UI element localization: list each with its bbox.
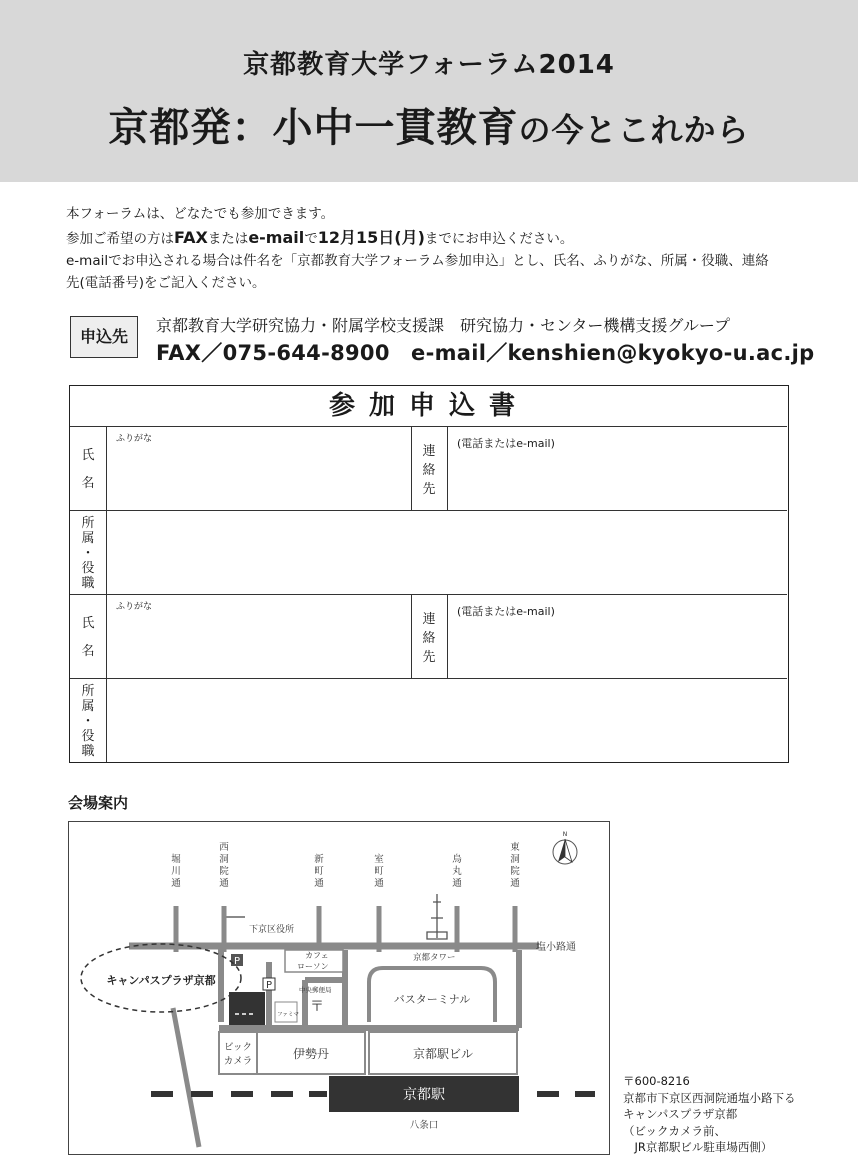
intro-line-3: e-mailでお申込される場合は件名を「京都教育大学フォーラム参加申込」とし、氏名、ふりがな、所属・役職、連絡	[66, 253, 769, 269]
apply-organization: 京都教育大学研究協力・附属学校支援課 研究協力・センター機構支援グループ	[156, 316, 731, 335]
affiliation-label: 所 属 ・ 役 職	[81, 684, 95, 759]
forum-title-sub: の今とこれから	[518, 111, 750, 149]
parking-icon: P	[233, 956, 241, 967]
venue-heading: 会場案内	[68, 794, 129, 812]
intro-deadline: 12月15日(月)	[317, 228, 425, 247]
name-field-2[interactable]	[107, 595, 410, 678]
apply-badge: 申込先	[70, 316, 138, 358]
intro-line-1: 本フォーラムは、どなたでも参加できます。	[66, 206, 335, 222]
form-title: 参加申込書	[328, 391, 529, 421]
intro-fax: FAX	[174, 228, 208, 247]
contact-field-2[interactable]	[448, 616, 786, 678]
affiliation-label: 所 属 ・ 役 職	[81, 516, 95, 591]
furigana-label: ふりがな	[116, 434, 153, 444]
application-form	[69, 385, 789, 763]
parking-icon: P	[265, 980, 273, 991]
apply-contact: FAX／075-644-8900 e-mail／kenshien@kyokyo-u.ac.jp	[156, 341, 815, 365]
post-office-icon: 〒	[310, 999, 324, 1015]
street-label: 堀川通	[171, 854, 181, 889]
forum-title	[0, 96, 858, 153]
intro-text: で	[304, 231, 318, 247]
north-arrow-icon	[553, 839, 577, 864]
name-label: 氏 名	[81, 448, 95, 491]
north-label: N	[562, 831, 568, 838]
bus-terminal-label: バスターミナル	[393, 993, 471, 1006]
station-label: 京都駅	[403, 1087, 445, 1103]
ward-office-label: 下京区役所	[249, 925, 295, 935]
contact-field-1[interactable]	[448, 448, 786, 510]
intro-line-2	[66, 227, 806, 250]
lawson-label: ローソン	[297, 962, 329, 971]
kyoto-tower-label: 京都タワー	[413, 953, 456, 963]
intro-text: 参加ご希望の方は	[66, 231, 174, 247]
venue-map	[68, 821, 610, 1155]
bic-camera-label-2: カメラ	[223, 1056, 253, 1067]
hachijo-label: 八条口	[409, 1120, 439, 1131]
intro-text: までにお申込ください。	[424, 231, 574, 247]
street-label: 東洞院通	[510, 842, 520, 889]
venue-address: 〒600-8216 京都市下京区西洞院通塩小路下る キャンパスプラザ京都 （ビックカメラ前、 JR京都駅ビル駐車場西側）	[623, 1074, 796, 1154]
contact-label: 連 絡 先	[422, 444, 436, 497]
kyoto-tower-icon	[427, 894, 447, 939]
bic-camera-label-1: ビック	[223, 1042, 253, 1053]
intro-line-4: 先(電話番号)をご記入ください。	[66, 275, 266, 291]
forum-title-main: 京都発：小中一貫教育	[108, 104, 519, 151]
cafe-label: カフェ	[305, 951, 329, 960]
forum-name: 京都教育大学フォーラム2014	[243, 50, 615, 80]
family-mart-label: ファミマ	[277, 1012, 299, 1018]
street-label: 新町通	[314, 854, 324, 889]
contact-label: 連 絡 先	[422, 612, 436, 665]
contact-hint: (電話またはe-mail)	[457, 437, 555, 450]
shiokoji-label: 塩小路通	[536, 942, 576, 953]
intro-email: e-mail	[248, 228, 305, 247]
furigana-label: ふりがな	[116, 602, 153, 612]
campus-plaza-label: キャンパスプラザ京都	[106, 974, 216, 987]
affiliation-field-1[interactable]	[107, 511, 786, 594]
name-field-1[interactable]	[107, 427, 410, 510]
post-office-label: 中央郵便局	[299, 986, 332, 994]
isetan-label: 伊勢丹	[292, 1047, 330, 1061]
header-band	[0, 0, 858, 182]
station-building-label: 京都駅ビル	[412, 1047, 474, 1061]
street-label: 室町通	[374, 854, 384, 889]
intro-text: または	[207, 231, 249, 247]
contact-hint: (電話またはe-mail)	[457, 605, 555, 618]
name-label: 氏 名	[81, 616, 95, 659]
affiliation-field-2[interactable]	[107, 679, 786, 762]
street-label: 西洞院通	[219, 842, 229, 889]
street-label: 烏丸通	[452, 854, 462, 889]
